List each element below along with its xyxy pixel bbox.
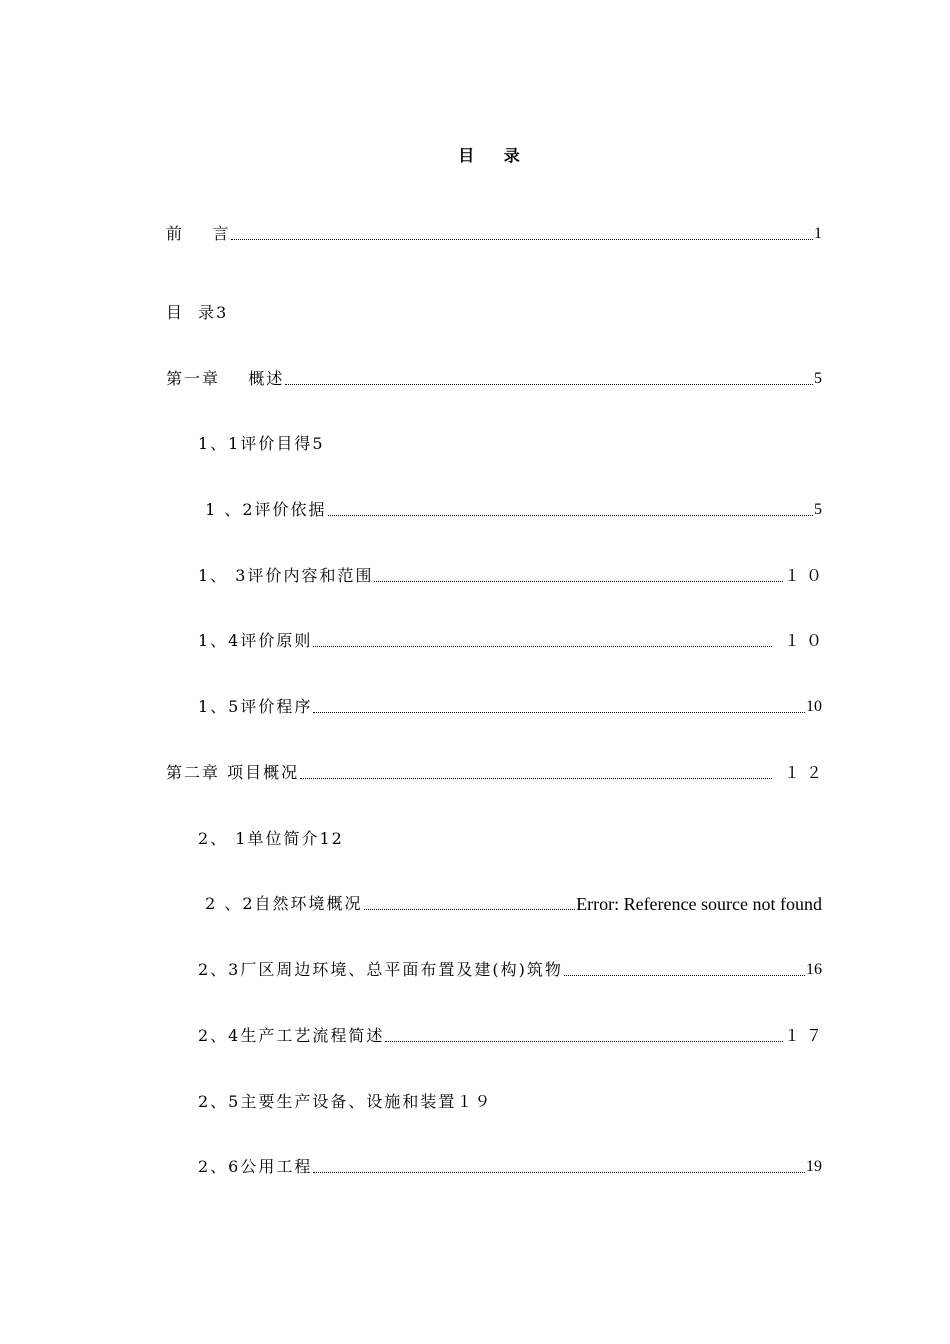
- toc-entry-text: 前 言: [166, 224, 231, 243]
- toc-entry-text: 2、5主要生产设备、设施和装置１９: [198, 1092, 493, 1111]
- toc-entry-text: 1、1评价目得5: [198, 434, 325, 453]
- toc-entry-2-5[interactable]: [198, 1088, 492, 1112]
- toc-entry-contents[interactable]: [166, 299, 228, 323]
- toc-leader-dots: [231, 239, 813, 240]
- toc-entry-text: 1、5评价程序: [198, 697, 313, 716]
- toc-leader-dots: [564, 975, 805, 976]
- toc-leader-dots: [300, 778, 772, 779]
- toc-entry-text: 2、6公用工程: [198, 1157, 313, 1176]
- toc-entry-2-2[interactable]: [198, 890, 822, 914]
- toc-page-number: 1: [814, 225, 822, 242]
- toc-leader-dots: [313, 1172, 805, 1173]
- toc-entry-2-4[interactable]: [198, 1022, 828, 1046]
- toc-entry-text: 1、4评价原则: [198, 631, 313, 650]
- toc-leader-dots: [313, 712, 805, 713]
- toc-page-number: １７: [783, 1026, 828, 1045]
- toc-page-number: 10: [806, 698, 822, 715]
- toc-leader-dots: [328, 515, 813, 516]
- toc-entry-text: 2、4生产工艺流程简述: [198, 1026, 385, 1045]
- toc-entry-text: 2、 1单位简介12: [198, 829, 344, 848]
- toc-entry-2-1[interactable]: [198, 825, 344, 849]
- toc-leader-dots: [374, 581, 783, 582]
- toc-entry-1-3[interactable]: [198, 562, 828, 586]
- toc-page-reference-error: Error: Reference source not found: [576, 894, 822, 914]
- toc-entry-text: 第二章 项目概况: [166, 763, 300, 782]
- toc-entry-text: 目 录3: [166, 303, 229, 322]
- toc-title: 目 录: [458, 146, 532, 165]
- toc-entry-1-5[interactable]: [198, 693, 822, 717]
- toc-leader-dots: [385, 1041, 783, 1042]
- toc-entry-text: 1 、2评价依据: [198, 500, 327, 519]
- toc-page-number: 19: [806, 1158, 822, 1175]
- toc-entry-text: 第一章 概述: [166, 369, 285, 388]
- toc-page-number: 16: [806, 961, 822, 978]
- toc-page-number: １０: [772, 631, 828, 650]
- toc-entry-text: 1、 3评价内容和范围: [198, 566, 374, 585]
- toc-page-number: １２: [772, 763, 828, 782]
- toc-entry-preface[interactable]: [166, 220, 822, 244]
- toc-entry-text: 2、3厂区周边环境、总平面布置及建(构)筑物: [198, 960, 563, 979]
- toc-entry-chapter-1[interactable]: [166, 365, 822, 389]
- toc-entry-1-4[interactable]: [198, 627, 828, 651]
- toc-page-number: １０: [783, 566, 828, 585]
- toc-page-number: 5: [814, 370, 822, 387]
- toc-leader-dots: [285, 384, 813, 385]
- toc-leader-dots: [364, 909, 576, 910]
- toc-entry-2-6[interactable]: [198, 1153, 822, 1177]
- toc-entry-2-3[interactable]: [198, 956, 822, 980]
- toc-entry-1-1[interactable]: [198, 430, 325, 454]
- toc-page-number: 5: [814, 501, 822, 518]
- toc-entry-chapter-2[interactable]: [166, 759, 828, 783]
- toc-entry-1-2[interactable]: [198, 496, 822, 520]
- toc-leader-dots: [313, 646, 772, 647]
- toc-entry-text: 2 、2自然环境概况: [198, 894, 363, 913]
